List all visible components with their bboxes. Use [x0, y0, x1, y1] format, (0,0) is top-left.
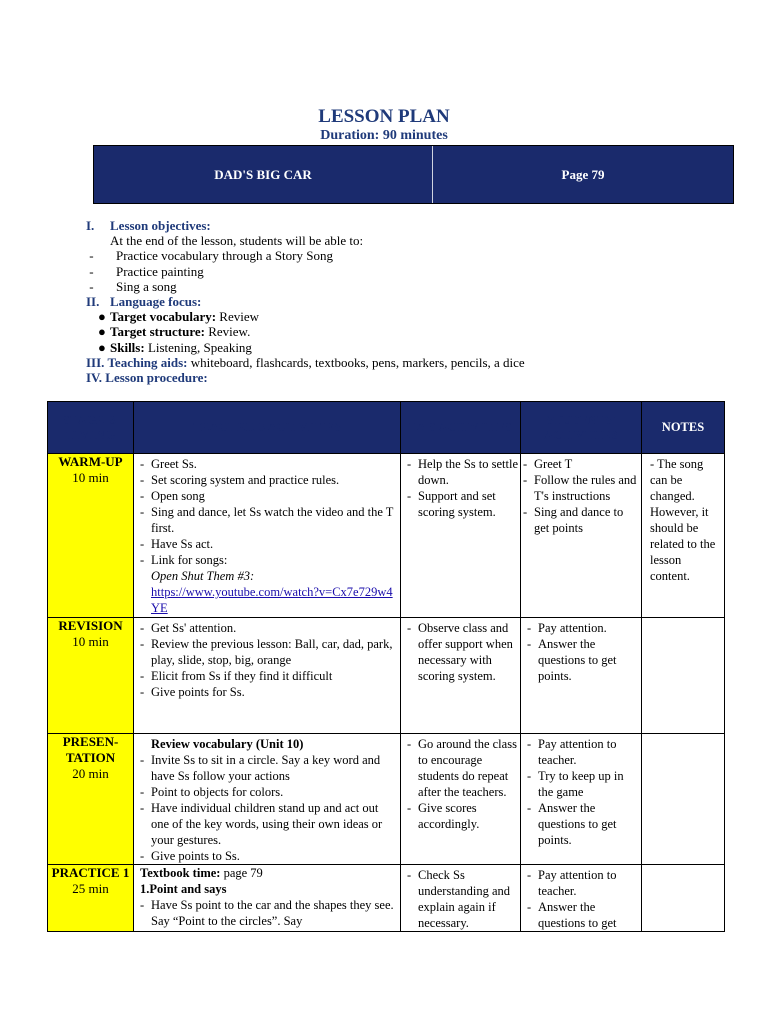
teacher-cell: Review vocabulary (Unit 10) - Invite Ss to sit in a circle. Say a key word and have Ss follow your actions - Point to objects for colors. - Have individual children stand up and act out one of the key words, using their own ideas or your gestures. - Give points to Ss. — [134, 734, 401, 865]
language-item: ● Skills: Listening, Speaking — [98, 339, 252, 355]
section-number: I. — [86, 218, 95, 233]
notes-cell — [642, 865, 725, 932]
lesson-page: Page 79 — [561, 166, 605, 182]
ta-cell: - Go around the class to encourage students do repeat after the teachers. - Give scores accordingly. — [401, 734, 521, 865]
objective-item: - Practice vocabulary through a Story Song — [86, 248, 333, 264]
table-header-row — [48, 402, 725, 454]
header-notes: NOTES — [642, 402, 725, 454]
table-row — [48, 454, 725, 618]
ta-cell: - Help the Ss to settle down. - Support and set scoring system. — [401, 454, 521, 618]
section-language-title: II. Language focus: — [86, 294, 202, 310]
teacher-cell: - Greet Ss. - Set scoring system and practice rules. - Open song - Sing and dance, let Ss watch the video and the T first. - Have Ss act. - Link for songs: Open Shut Them #3: https://www.youtube.com/watch?v=Cx7e729w4YE — [134, 454, 401, 618]
ta-cell: - Check Ss understanding and explain again if necessary. — [401, 865, 521, 932]
header-teacher: TEACHER'S ACTIVITIES — [134, 402, 401, 454]
lesson-sections — [86, 218, 746, 385]
stage-cell: PRACTICE 1 25 min — [48, 865, 134, 932]
song-link[interactable]: https://www.youtube.com/watch?v=Cx7e729w4YE — [151, 585, 393, 615]
notes-cell — [642, 734, 725, 865]
language-item: ● Target structure: Review. — [98, 324, 251, 340]
section-objectives-title — [86, 218, 746, 233]
header-stage: STAGE & TIMING — [48, 402, 134, 454]
lesson-procedure-table — [47, 401, 725, 932]
section-title: Lesson objectives: — [110, 218, 211, 233]
teacher-cell: - Get Ss' attention. - Review the previous lesson: Ball, car, dad, park, play, slide, stop, big, orange - Elicit from Ss if they find it difficult - Give points for Ss. — [134, 618, 401, 734]
table-row — [48, 734, 725, 865]
stage-cell: WARM-UP 10 min — [48, 454, 134, 618]
stage-cell: PRESEN-TATION 20 min — [48, 734, 134, 865]
language-item: ● Target vocabulary: Review — [98, 309, 260, 325]
lesson-header-box — [93, 145, 734, 204]
notes-cell — [642, 618, 725, 734]
page-title: LESSON PLAN — [318, 106, 450, 127]
notes-cell: - The song can be changed. However, it should be related to the lesson content. — [642, 454, 725, 618]
teacher-cell: Textbook time: page 79 1.Point and says - Have Ss point to the car and the shapes they see. Say “Point to the circles”. Say — [134, 865, 401, 932]
students-cell: - Pay attention. - Answer the questions to get points. — [521, 618, 642, 734]
students-cell: - Pay attention to teacher. - Answer the questions to get — [521, 865, 642, 932]
teacher-heading: Review vocabulary (Unit 10) — [151, 737, 304, 751]
students-cell: - Pay attention to teacher. - Try to keep up in the game - Answer the questions to get points. — [521, 734, 642, 865]
objectives-intro: At the end of the lesson, students will be able to: — [110, 233, 364, 249]
header-students: STUDENTS' ACTIVITIES — [521, 402, 642, 454]
header-ta: TA'S ACTIVITIES — [401, 402, 521, 454]
stage-cell: REVISION 10 min — [48, 618, 134, 734]
lesson-name: DAD'S BIG CAR — [94, 146, 433, 203]
objective-item: - Practice painting — [86, 263, 204, 279]
section-procedure-title: IV. Lesson procedure: — [86, 370, 208, 386]
duration: Duration: 90 minutes — [320, 128, 448, 143]
students-cell: - Greet T - Follow the rules and T's instructions - Sing and dance to get points — [521, 454, 642, 618]
song-title: Open Shut Them #3: — [151, 569, 255, 583]
objective-item: - Sing a song — [86, 278, 177, 294]
table-row — [48, 865, 725, 932]
section-teaching-aids: III. Teaching aids: whiteboard, flashcards, textbooks, pens, markers, pencils, a dice — [86, 354, 525, 370]
ta-cell: - Observe class and offer support when necessary with scoring system. — [401, 618, 521, 734]
table-row — [48, 618, 725, 734]
